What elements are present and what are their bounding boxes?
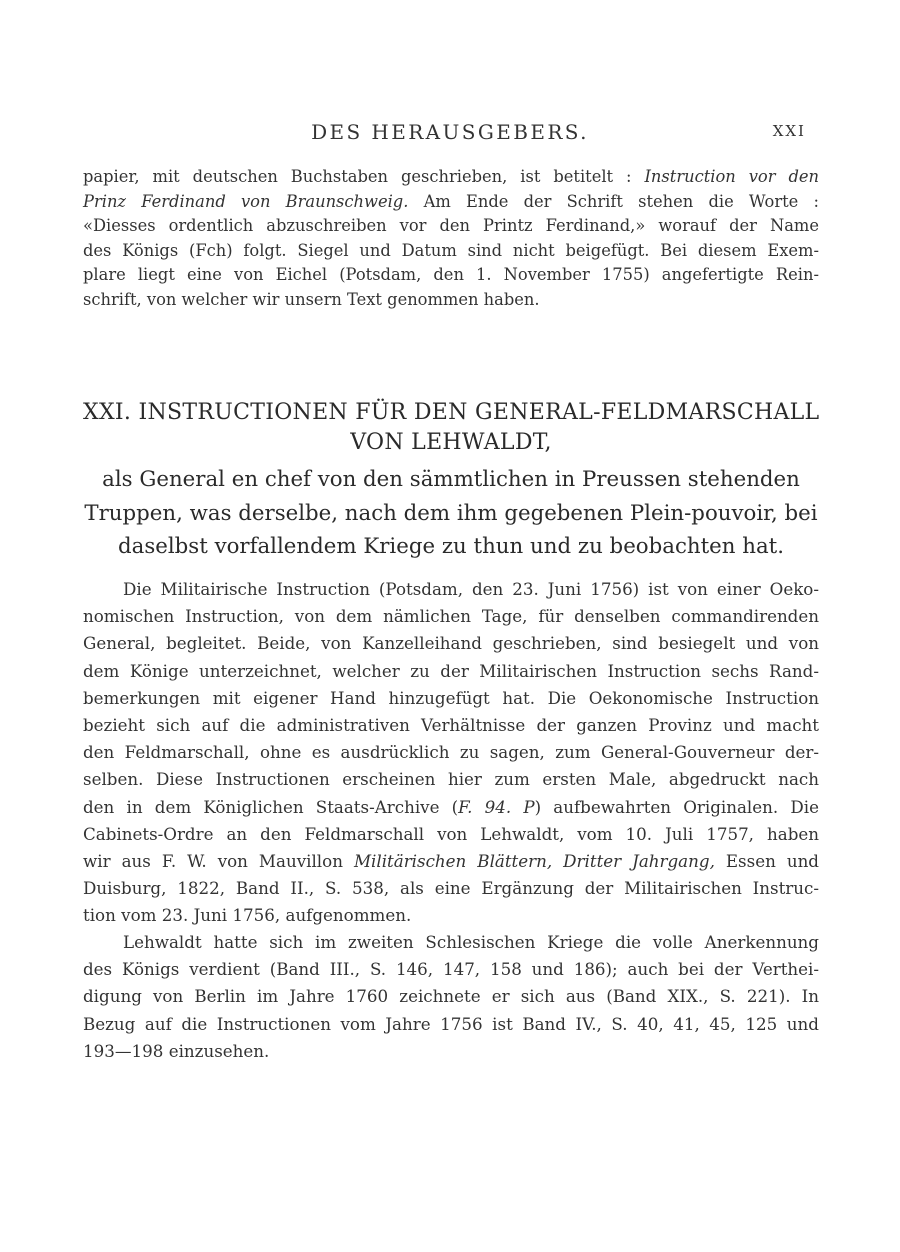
text-line: Lehwaldt hatte sich im zweiten Schlesischen Kriege die volle Anerkennung (123, 932, 819, 952)
section-heading-line: XXI. INSTRUCTIONEN FÜR DEN GENERAL-FELDMARSCHALL (83, 400, 820, 425)
section-heading-line: VON LEHWALDT, (350, 430, 552, 455)
text-run: wir aus F. W. von Mauvillon (83, 851, 354, 872)
body-paragraph (83, 576, 819, 930)
text-line: selben. Diese Instructionen erscheinen hier zum ersten Male, abgedruckt nach (83, 769, 819, 790)
italic-title: Instruction vor den (644, 167, 819, 186)
text-line: plare liegt eine von Eichel (Potsdam, den 1. November 1755) angefertigte Rein- (83, 265, 819, 285)
text-run: Essen und (714, 851, 819, 872)
subheading-line: als General en chef von den sämmtlichen in Preussen stehenden (102, 467, 800, 492)
text-line: des Königs verdient (Band III., S. 146, 147, 158 und 186); auch bei der Verthei- (83, 959, 819, 980)
text-line: General, begleitet. Beide, von Kanzelleihand geschrieben, sind besiegelt und von (83, 633, 819, 654)
intro-paragraph (83, 165, 819, 313)
text-line: Die Militairische Instruction (Potsdam, den 23. Juni 1756) ist von einer Oeko- (123, 579, 819, 599)
text-line (83, 848, 819, 875)
text-line: 193—198 einzusehen. (83, 1040, 270, 1061)
text-line: Bezug auf die Instructionen vom Jahre 1756 ist Band IV., S. 40, 41, 45, 125 und (83, 1013, 819, 1034)
text-line: den Feldmarschall, ohne es ausdrücklich zu sagen, zum General-Gouverneur der- (83, 742, 819, 763)
text-line (83, 190, 819, 215)
text-line: «Diesses ordentlich abzuschreiben vor den Printz Ferdinand,» worauf der Name (83, 216, 819, 236)
subheading-line: Truppen, was derselbe, nach dem ihm gegebenen Plein-pouvoir, bei (84, 500, 818, 526)
text-run: den in dem Königlichen Staats-Archive ( (83, 796, 459, 817)
italic-reference: F. 94. P (458, 796, 535, 817)
text-line: Duisburg, 1822, Band II., S. 538, als eine Ergänzung der Militairischen Instruc- (83, 878, 819, 899)
page-number: XXI (772, 122, 806, 140)
text-line: bezieht sich auf die administrativen Verhältnisse der ganzen Provinz und macht (83, 715, 819, 736)
italic-title: Militärischen Blättern, Dritter Jahrgang, (353, 851, 715, 872)
text-line: nomischen Instruction, von dem nämlichen Tage, für denselben commandirenden (83, 606, 819, 627)
text-run: Am Ende der Schrift stehen die Worte : (408, 191, 819, 211)
subheading-line: daselbst vorfallendem Kriege zu thun und zu beobachten hat. (118, 534, 784, 559)
text-line: bemerkungen mit eigener Hand hinzugefügt hat. Die Oekonomische Instruction (83, 687, 819, 708)
section-subheading (83, 463, 819, 564)
text-line: dem Könige unterzeichnet, welcher zu der Militairischen Instruction sechs Rand- (83, 660, 819, 681)
text-line (83, 794, 819, 821)
section-heading (83, 398, 819, 458)
text-run: papier, mit deutschen Buchstaben geschrieben, ist betitelt : (83, 167, 645, 186)
text-line (83, 165, 819, 190)
running-head-title: DES HERAUSGEBERS. (311, 120, 589, 144)
body-paragraph (83, 929, 819, 1065)
text-run: ) aufbewahrten Originalen. Die (534, 796, 819, 817)
text-line: des Königs (Fch) folgt. Siegel und Datum sind nicht beigefügt. Bei diesem Exem- (83, 240, 819, 260)
text-line: Cabinets-Ordre an den Feldmarschall von Lehwaldt, vom 10. Juli 1757, haben (83, 823, 819, 844)
text-line: schrift, von welcher wir unsern Text genommen haben. (83, 289, 540, 309)
text-line: tion vom 23. Juni 1756, aufgenommen. (83, 905, 412, 926)
italic-title: Prinz Ferdinand von Braunschweig. (83, 191, 409, 211)
running-head (0, 120, 900, 150)
text-line: digung von Berlin im Jahre 1760 zeichnete er sich aus (Band XIX., S. 221). In (83, 986, 819, 1007)
